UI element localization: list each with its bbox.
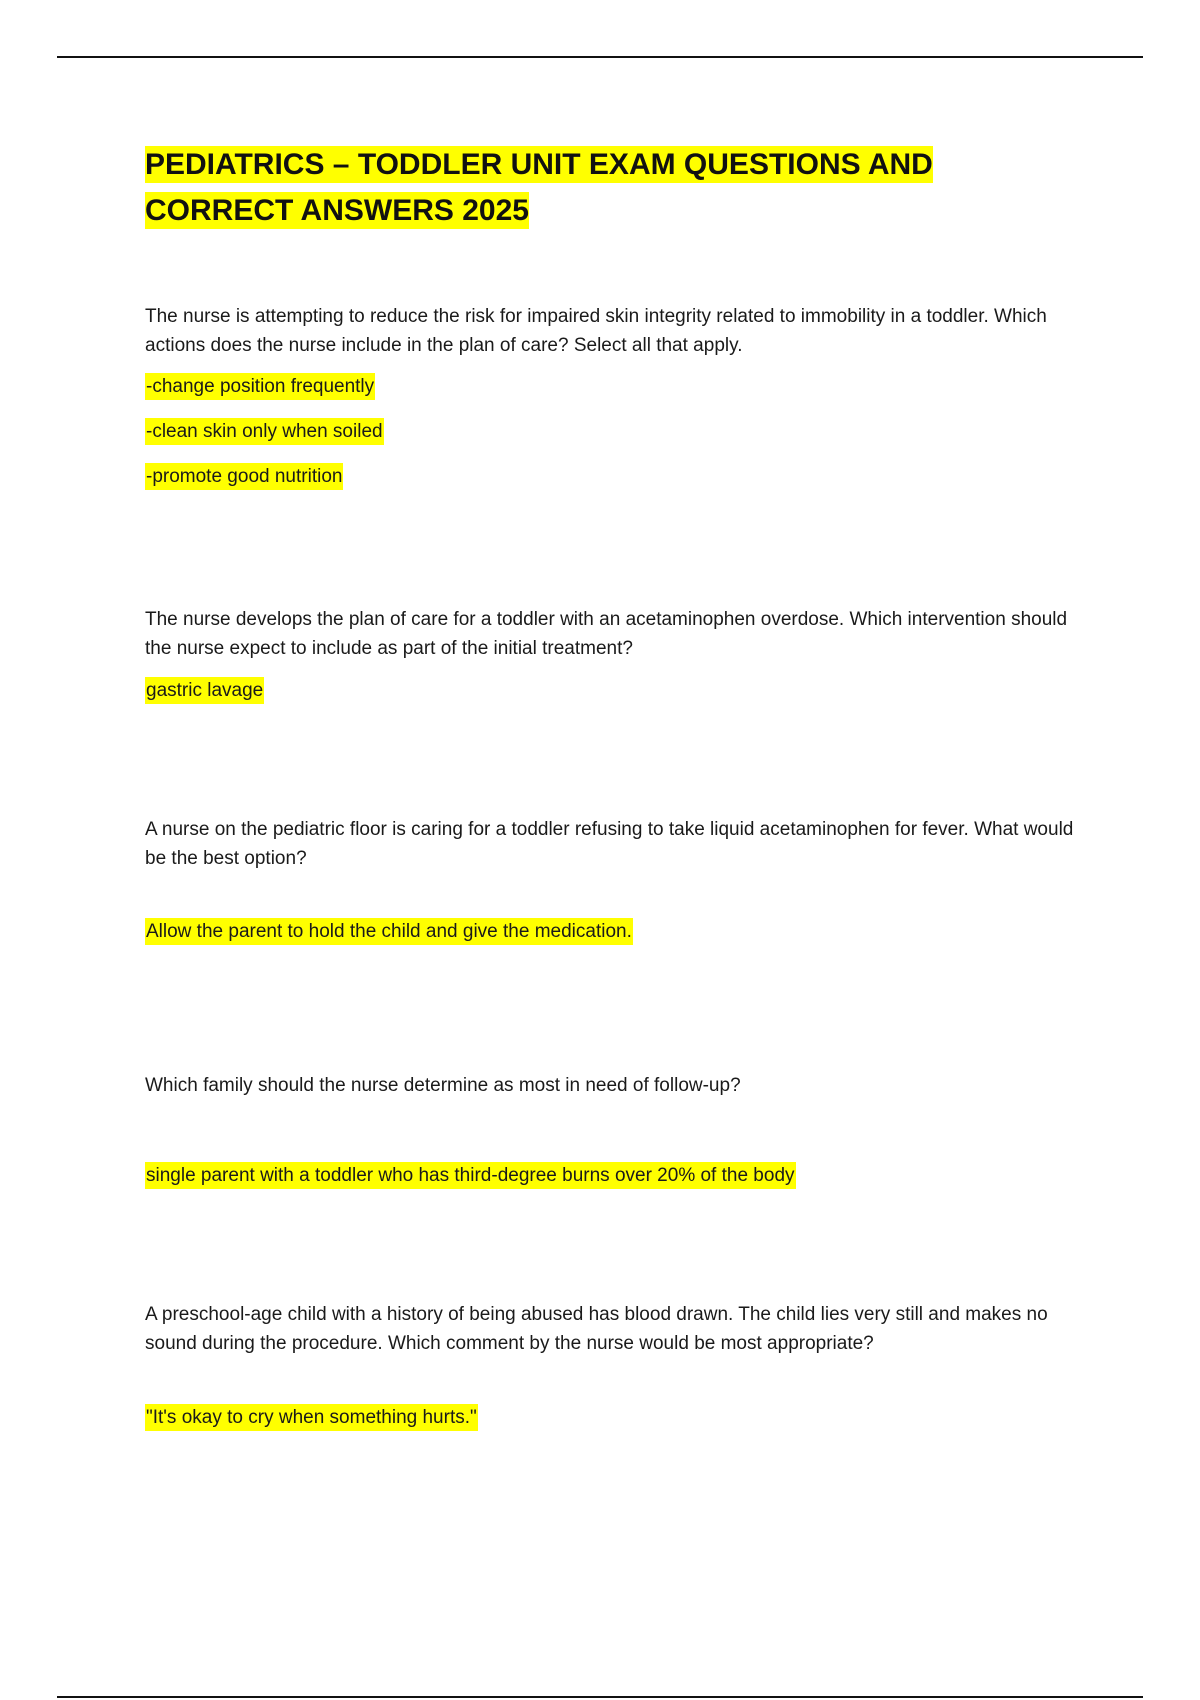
question-text: A nurse on the pediatric floor is caring for a toddler refusing to take liquid acetaminophen for fever. What would be the best option? [145,819,1074,869]
question-block-3 [145,815,1085,945]
answer-item [145,463,1085,508]
answer-text: single parent with a toddler who has third-degree burns over 20% of the body [145,1162,796,1189]
answer-item [145,373,1085,418]
document-title [145,142,1045,234]
title-line-2: CORRECT ANSWERS 2025 [145,194,529,227]
answer-text: -promote good nutrition [145,463,343,490]
answer-item [145,677,1085,704]
answer-text: Allow the parent to hold the child and give the medication. [145,918,633,945]
question-block-1 [145,302,1085,508]
question-block-5 [145,1300,1085,1431]
answer-item [145,1162,1085,1189]
question-text: The nurse is attempting to reduce the risk for impaired skin integrity related to immobility in a toddler. Which actions does the nurse include in the plan of care? Select all that apply. [145,306,1047,356]
question-text: A preschool-age child with a history of being abused has blood drawn. The child lies very still and makes no sound during the procedure. Which comment by the nurse would be most appropriate? [145,1304,1048,1354]
question-text: The nurse develops the plan of care for a toddler with an acetaminophen overdose. Which intervention should the nurse expect to include as part of the initial treatment? [145,609,1068,659]
question-block-2 [145,605,1085,704]
question-block-4 [145,1071,1085,1189]
answer-item [145,1404,1085,1431]
answer-text: -change position frequently [145,373,375,400]
title-line-1: PEDIATRICS – TODDLER UNIT EXAM QUESTIONS AND [145,148,933,181]
answer-item [145,418,1085,463]
answer-item [145,918,1085,945]
answer-text: -clean skin only when soiled [145,418,384,445]
answer-text: "It's okay to cry when something hurts." [145,1404,478,1431]
bottom-rule [57,1696,1143,1698]
answer-list [145,373,1085,508]
top-rule [57,56,1143,58]
question-text: Which family should the nurse determine as most in need of follow-up? [145,1075,741,1096]
answer-text: gastric lavage [145,677,264,704]
